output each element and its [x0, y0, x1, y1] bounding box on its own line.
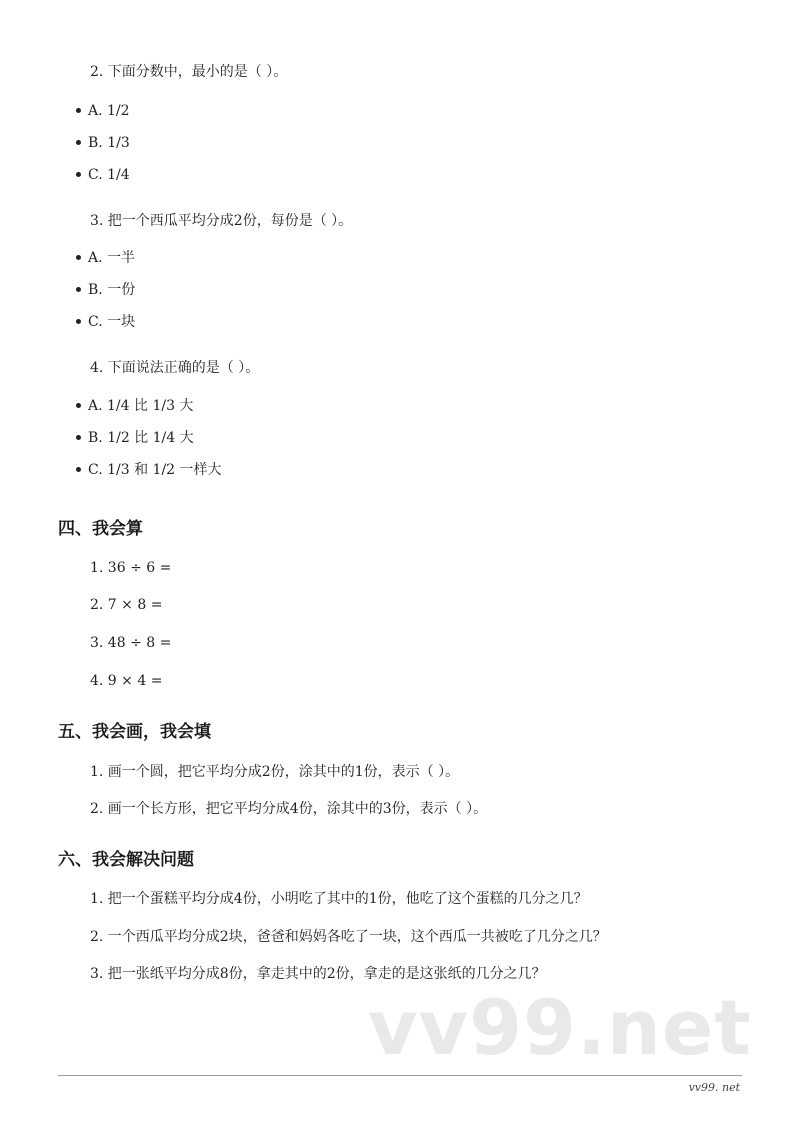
- question-2-option-a: A. 1/2: [76, 101, 130, 121]
- footer-site-label: vv99. net: [688, 1081, 740, 1094]
- section-5-title: 五、我会画，我会填: [58, 722, 211, 742]
- question-4-title: 4. 下面说法正确的是（ ）。: [90, 360, 260, 376]
- section-6-item-1: 1. 把一个蛋糕平均分成4份，小明吃了其中的1份，他吃了这个蛋糕的几分之几？: [90, 891, 588, 907]
- section-4-title: 四、我会算: [58, 519, 143, 539]
- section-5-item-2: 2. 画一个长方形，把它平均分成4份，涂其中的3份，表示（ ）。: [90, 801, 488, 817]
- bullet-icon: [76, 467, 81, 472]
- bullet-icon: [76, 287, 81, 292]
- bullet-icon: [76, 403, 81, 408]
- bullet-icon: [76, 172, 81, 177]
- section-5-item-1: 1. 画一个圆，把它平均分成2份，涂其中的1份，表示（ ）。: [90, 764, 460, 780]
- question-4-option-b: B. 1/2 比 1/4 大: [76, 428, 194, 448]
- question-3-option-a: A. 一半: [76, 248, 135, 268]
- watermark: vv99.net: [368, 983, 752, 1072]
- section-4-item-1: 1. 36 ÷ 6 =: [90, 560, 172, 576]
- section-4-item-2: 2. 7 × 8 =: [90, 597, 163, 613]
- bullet-icon: [76, 108, 81, 113]
- question-3-option-b: B. 一份: [76, 280, 135, 300]
- question-2-option-b: B. 1/3: [76, 133, 130, 153]
- question-3-title: 3. 把一个西瓜平均分成2份，每份是（ ）。: [90, 213, 353, 229]
- question-4-option-a: A. 1/4 比 1/3 大: [76, 396, 193, 416]
- question-2-title: 2. 下面分数中，最小的是（ ）。: [90, 64, 288, 80]
- section-6-item-2: 2. 一个西瓜平均分成2块，爸爸和妈妈各吃了一块，这个西瓜一共被吃了几分之几？: [90, 929, 607, 945]
- bullet-icon: [76, 319, 81, 324]
- section-4-item-4: 4. 9 × 4 =: [90, 673, 163, 689]
- section-4-item-3: 3. 48 ÷ 8 =: [90, 635, 172, 651]
- bullet-icon: [76, 255, 81, 260]
- footer-divider: [58, 1075, 742, 1076]
- section-6-title: 六、我会解决问题: [58, 850, 194, 870]
- question-3-option-c: C. 一块: [76, 312, 135, 332]
- question-4-option-c: C. 1/3 和 1/2 一样大: [76, 460, 222, 480]
- bullet-icon: [76, 435, 81, 440]
- bullet-icon: [76, 140, 81, 145]
- section-6-item-3: 3. 把一张纸平均分成8份，拿走其中的2份，拿走的是这张纸的几分之几？: [90, 966, 546, 982]
- question-2-option-c: C. 1/4: [76, 165, 130, 185]
